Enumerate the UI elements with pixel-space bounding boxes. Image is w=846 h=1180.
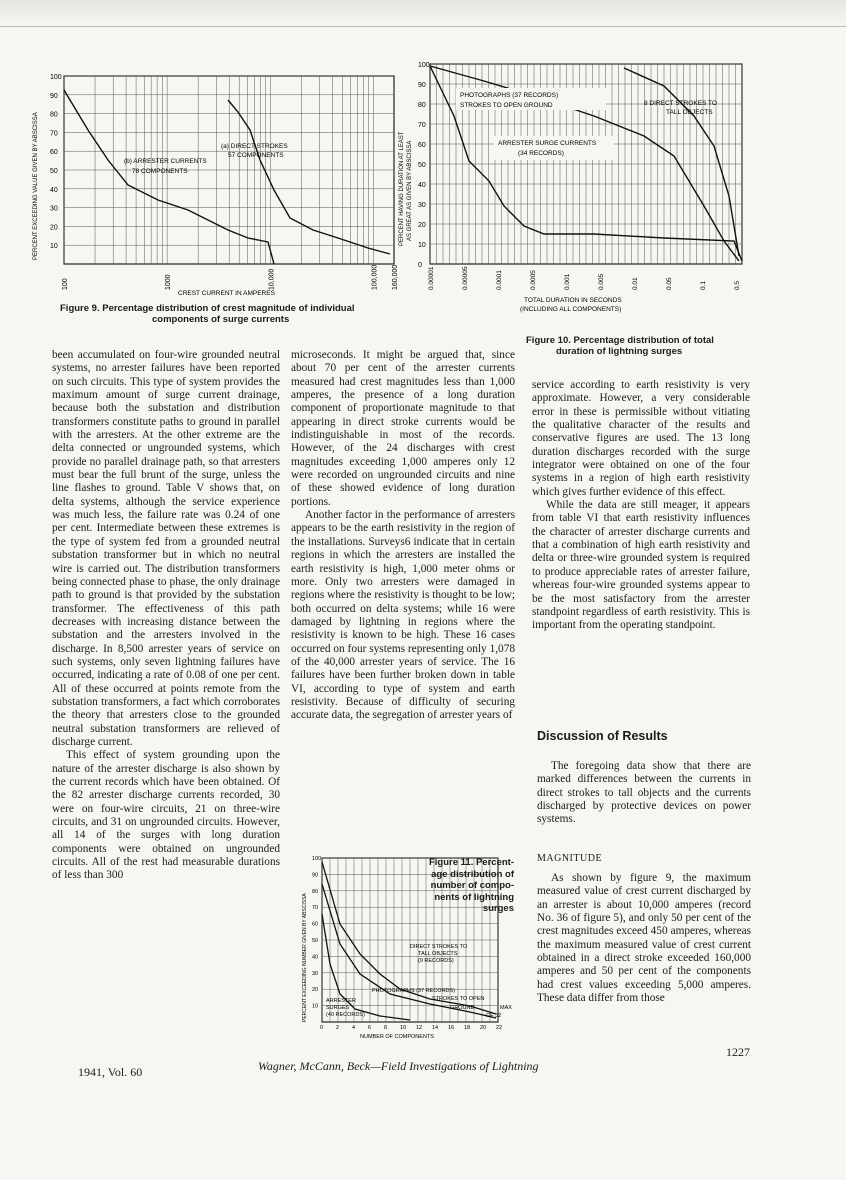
fig11-label-direct3: (9 RECORDS) bbox=[418, 958, 454, 964]
fig10-xtick: 0.00005 bbox=[461, 266, 469, 290]
figure-11-caption bbox=[422, 857, 514, 915]
discussion-para bbox=[537, 760, 751, 827]
fig11-xtick: 0 bbox=[320, 1025, 324, 1031]
fig10-xtick: 0.00001 bbox=[428, 266, 435, 290]
fig9-ytick: 20 bbox=[50, 224, 58, 232]
fig11-caption-3: number of compo- bbox=[430, 880, 514, 891]
fig9-ytick: 30 bbox=[50, 205, 58, 213]
fig10-xlabel-2: (INCLUDING ALL COMPONENTS) bbox=[520, 306, 622, 313]
fig10-ytick: 50 bbox=[418, 162, 426, 169]
fig10-xtick: 0.5 bbox=[733, 280, 741, 290]
fig11-xtick: 18 bbox=[464, 1025, 471, 1031]
fig11-xtick: 8 bbox=[384, 1025, 388, 1031]
fig9-ytick: 50 bbox=[50, 168, 58, 175]
fig10-ytick: 80 bbox=[418, 102, 426, 109]
column-1 bbox=[52, 349, 280, 883]
fig11-ytick: 40 bbox=[312, 954, 319, 961]
col2-para-2: Another factor in the performance of arresters appears to be the earth resistivity in the region of the installations. Surveys6 indicate that in certain regions in which the arresters are installed the earth resistivity is high, 1,000 meter ohms or more. Only two arresters were damaged in regions where the resistivity is thought to be low; both occurred on delta systems; while 16 were damaged by lightning in regions where the resistivity is known to be high. These 16 cases occurred on four systems representing only 1,078 of the 40,000 arrester years of service. The 16 failures have been further broken down in table VI, according to type of system and earth resistivity. Because of difficulty of securing accurate data, the segregation of arrester years of bbox=[291, 509, 515, 722]
fig11-label-arr2: SURGES bbox=[326, 1005, 350, 1011]
fig10-ytick: 0 bbox=[418, 262, 422, 269]
fig10-label-arr1: ARRESTER SURGE CURRENTS bbox=[498, 140, 597, 147]
fig9-ytick: 10 bbox=[50, 243, 58, 251]
fig11-caption-2: age distribution of bbox=[431, 868, 514, 880]
fig10-curve-tall bbox=[624, 68, 739, 256]
col2-para-1: microseconds. It might be argued that, since about 70 per cent of the arrester currents measured had crest magnitudes less than 1,000 amperes, the presence of a long duration component of proportionate magnitude to that appearing in direct stroke currents would be indistinguishable in most of the records. However, of the 24 discharges with crest magnitudes exceeding 1,000 amperes only 12 were recorded on ungrounded circuits and nine of these showed evidence of long duration portions. bbox=[291, 349, 515, 508]
fig11-xtick: 16 bbox=[448, 1025, 455, 1031]
fig9-ytick: 80 bbox=[50, 111, 58, 119]
fig10-xtick: 0.001 bbox=[563, 273, 571, 290]
fig10-ylabel-2: AS GREAT AS GIVEN BY ABSCISSA bbox=[407, 140, 413, 241]
fig11-label-direct1: DIRECT STROKES TO bbox=[410, 944, 468, 950]
fig11-ytick: 50 bbox=[312, 938, 319, 944]
figure-10-chart bbox=[394, 56, 774, 316]
fig11-xtick: 22 bbox=[496, 1025, 503, 1031]
fig10-ytick: 100 bbox=[418, 62, 430, 69]
fig11-ytick: 10 bbox=[312, 1003, 319, 1010]
fig10-caption-line2: duration of lightning surges bbox=[556, 346, 683, 357]
fig9-curve-direct bbox=[228, 100, 390, 254]
fig10-label-photo1: PHOTOGRAPHS (37 RECORDS) bbox=[460, 92, 559, 99]
fig10-xtick: 0.0005 bbox=[529, 270, 537, 290]
col1-para-1: been accumulated on four-wire grounded neutral systems, no arrester failures have been reported on such circuits. This type of system provides the maximum amount of surge current drainage, because both the substation and distribution transformers constitute paths to ground in parallel with the arresters. At the other extreme are the delta connected or ungrounded systems, which provide no parallel drainage path, so that arresters must bear the full brunt of the surge, unless the line flashes to ground. Table V shows that, on delta systems, although the service experience was much less, the failure rate was 0.24 of one per cent. Intermediate between these extremes is the type of system fed from a grounded neutral substation transformer but in which no neutral wire is carried out. The distribution transformers being connected phase to phase, the only drainage path to ground is that provided by the substation transformer. The effectiveness of this path decreases with increasing distance between the substation and the arresters involved in the discharge. In 8,500 arrester years of service on such systems, only seven lightning failures have occurred, indicating a rate of 0.08 of one per cent. All of these occurred at points remote from the substation transformers, a fact which corroborates the theory that arresters close to the grounded neutral substation transformers are relieved of discharge current. bbox=[52, 349, 280, 748]
fig10-ytick: 90 bbox=[418, 82, 426, 89]
fig11-xlabel: NUMBER OF COMPONENTS bbox=[360, 1034, 434, 1040]
fig9-caption-line2: components of surge currents bbox=[152, 314, 290, 325]
fig11-ytick: 70 bbox=[312, 905, 319, 912]
fig9-caption-line1: Figure 9. Percentage distribution of crest magnitude of individual bbox=[60, 303, 355, 314]
fig9-curve-arrester bbox=[64, 90, 274, 264]
fig11-caption-4: nents of lightning bbox=[434, 891, 514, 903]
col3-para-2: While the data are still meager, it appears from table VI that earth resistivity influences the character of arrester discharge currents and that a combination of high earth resistivity and delta or three-wire grounded system is required to produce appreciable rates of arrester failure, whereas four-wire grounded systems appear to be the most satisfactory from the arrester standpoint regardless of earth resistivity. This is important from the operating standpoint. bbox=[532, 499, 750, 632]
fig11-caption-1: Figure 11. Percent- bbox=[428, 857, 514, 868]
fig10-ytick: 10 bbox=[418, 242, 426, 249]
fig10-label-arr2: (34 RECORDS) bbox=[518, 150, 564, 157]
footer-page-number: 1227 bbox=[726, 1045, 750, 1059]
fig9-xtick: 100,000 bbox=[371, 264, 379, 290]
fig11-label-arr1: ARRESTER bbox=[326, 998, 356, 1004]
fig9-ytick: 70 bbox=[50, 130, 58, 138]
fig11-xtick: 12 bbox=[416, 1025, 423, 1031]
fig10-ylabel-1: PERCENT HAVING DURATION AT LEAST bbox=[399, 131, 405, 246]
fig9-ylabel: PERCENT EXCEEDING VALUE GIVEN BY ABSCISSA bbox=[33, 112, 39, 260]
fig11-label-max: MAX bbox=[500, 1005, 512, 1011]
section-heading: Discussion of Results bbox=[537, 729, 668, 743]
fig11-xtick: 2 bbox=[336, 1025, 340, 1031]
fig11-xtick: 10 bbox=[400, 1025, 407, 1031]
col1-para-2: This effect of system grounding upon the nature of the arrester discharge is also shown by the current records which have been obtained. Of the 82 arrester discharge currents recorded, 30 were on four-wire circuits, 21 on three-wire circuits, and 31 on ungrounded circuits. However, all 14 of the surges with long duration components were obtained on ungrounded circuits. All of the rest had measurable durations of less than 300 bbox=[52, 749, 280, 882]
fig9-xtick: 160,000 bbox=[392, 264, 399, 290]
fig11-ytick: 80 bbox=[312, 888, 319, 895]
fig9-xtick: 10,000 bbox=[268, 268, 276, 290]
fig9-xtick: 100 bbox=[62, 278, 69, 290]
fig9-ytick: 60 bbox=[50, 149, 58, 157]
fig10-ytick: 60 bbox=[418, 142, 426, 149]
figure-9-chart bbox=[28, 60, 408, 300]
fig11-xtick: 14 bbox=[432, 1025, 439, 1031]
fig9-label-a2: 57 COMPONENTS bbox=[228, 152, 284, 159]
fig9-label-b2: 78 COMPONENTS bbox=[132, 168, 188, 175]
fig10-label-photo2: STROKES TO OPEN GROUND bbox=[460, 102, 553, 109]
scan-top-edge bbox=[0, 0, 846, 27]
fig11-ylabel: PERCENT EXCEEDING NUMBER GIVEN BY ABSCISSA bbox=[302, 893, 308, 1022]
subheading-magnitude: MAGNITUDE bbox=[537, 853, 603, 864]
fig10-xtick: 0.05 bbox=[665, 277, 673, 290]
fig11-ytick: 100 bbox=[312, 856, 322, 862]
fig10-xlabel-1: TOTAL DURATION IN SECONDS bbox=[524, 297, 622, 304]
fig11-xtick: 4 bbox=[352, 1025, 356, 1031]
fig9-label-b1: (b) ARRESTER CURRENTS bbox=[124, 158, 207, 165]
fig9-xlabel: CREST CURRENT IN AMPERES bbox=[178, 290, 275, 297]
fig11-ytick: 60 bbox=[312, 921, 319, 928]
column-3 bbox=[532, 379, 750, 633]
footer-volume: 1941, Vol. 60 bbox=[78, 1065, 143, 1079]
fig11-caption-5: surges bbox=[482, 903, 514, 914]
fig11-label-photo1: PHOTOGRAPHS (37 RECORDS) bbox=[372, 988, 456, 994]
fig10-xtick: 0.1 bbox=[699, 280, 707, 290]
footer-title: Wagner, McCann, Beck—Field Investigations of Lightning bbox=[258, 1059, 539, 1073]
fig10-ytick: 20 bbox=[418, 222, 426, 229]
fig10-xtick: 0.01 bbox=[631, 277, 639, 290]
fig10-caption-line1: Figure 10. Percentage distribution of total bbox=[526, 335, 714, 346]
discussion-para-2-wrap bbox=[537, 872, 751, 1005]
discussion-para-2: As shown by figure 9, the maximum measured value of crest current discharged by an arrester is about 10,000 amperes (record No. 36 of figure 5), and only 50 per cent of the crest magnitudes exceed 450 amperes, whereas the maximum measured value of crest current obtained in a direct stroke exceeded 160,000 amperes and 50 per cent of the components had crest values exceeding 5,000 amperes. These data differ from those bbox=[537, 872, 751, 1005]
fig11-xtick: 6 bbox=[368, 1025, 372, 1031]
fig11-label-of32: OF 32 bbox=[486, 1013, 502, 1019]
fig11-label-direct2: TALL OBJECTS bbox=[418, 951, 458, 957]
figure-9-caption bbox=[60, 303, 410, 325]
fig11-ytick: 90 bbox=[312, 872, 319, 879]
fig11-xtick: 20 bbox=[480, 1025, 487, 1031]
fig10-xtick: 0.0001 bbox=[495, 270, 503, 290]
fig11-ytick: 30 bbox=[312, 970, 319, 977]
fig11-label-photo2: STROKES TO OPEN bbox=[432, 996, 485, 1002]
fig11-label-photo3: GROUND bbox=[450, 1005, 475, 1011]
discussion-para-1: The foregoing data show that there are marked differences between the currents in direct strokes to tall objects and the currents discharged by protective devices on power systems. bbox=[537, 760, 751, 826]
fig10-ytick: 40 bbox=[418, 182, 426, 189]
fig11-label-arr3: (40 RECORDS) bbox=[326, 1012, 365, 1018]
fig10-label-tall1: 8 DIRECT STROKES TO bbox=[644, 100, 717, 107]
fig11-ytick: 20 bbox=[312, 987, 319, 994]
fig9-xtick: 1000 bbox=[165, 274, 173, 290]
fig9-ytick: 100 bbox=[50, 74, 62, 81]
fig10-label-tall2: TALL OBJECTS bbox=[666, 109, 713, 116]
fig9-label-a1: (a) DIRECT STROKES bbox=[221, 143, 288, 150]
fig9-ytick: 90 bbox=[50, 92, 58, 100]
figure-10-caption bbox=[526, 335, 746, 357]
fig10-xtick: 0.005 bbox=[597, 273, 605, 290]
fig10-ytick: 30 bbox=[418, 202, 426, 209]
fig10-ytick: 70 bbox=[418, 122, 426, 129]
col3-para-1: service according to earth resistivity is very approximate. However, a very considerable error in these is permissible without vitiating the qualitative character of the results and conservative figures are used. The 13 long duration discharges recorded with the surge integrator were obtained on one of the four systems in a region of high earth resistivity which gives further evidence of this effect. bbox=[532, 379, 750, 498]
fig9-ytick: 40 bbox=[50, 186, 58, 194]
column-2 bbox=[291, 349, 515, 723]
